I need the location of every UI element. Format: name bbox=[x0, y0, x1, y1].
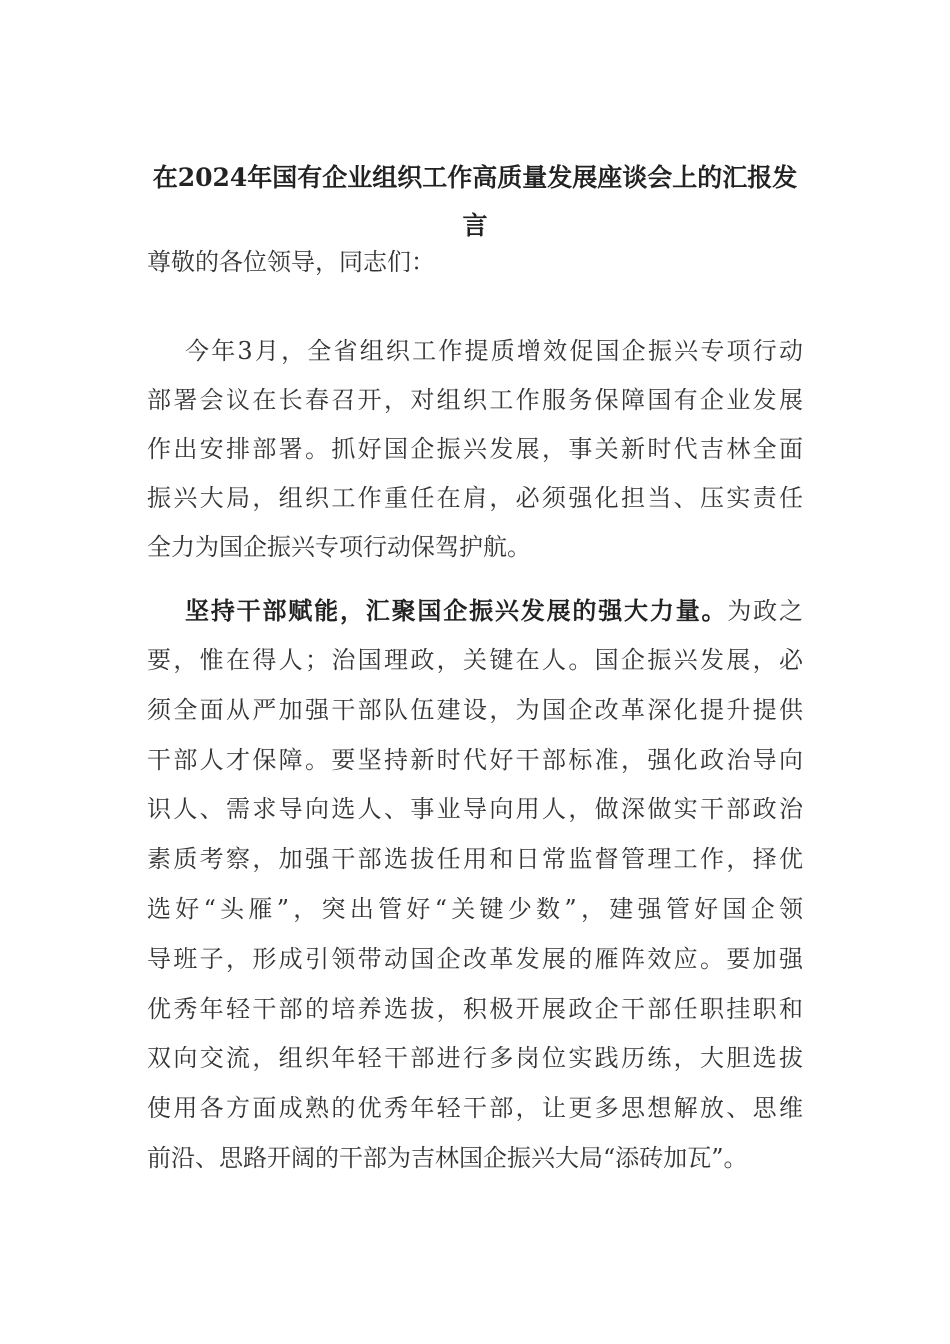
salutation: 尊敬的各位领导，同志们： bbox=[147, 248, 435, 276]
paragraph-line: 今年3月，全省组织工作提质增效促国企振兴专项行动 bbox=[185, 337, 803, 365]
paragraph-line: 双向交流，组织年轻干部进行多岗位实践历练，大胆选拔 bbox=[147, 1044, 803, 1073]
paragraph-line: 干部人才保障。要坚持新时代好干部标准，强化政治导向 bbox=[147, 745, 803, 774]
paragraph-line: 须全面从严加强干部队伍建设，为国企改革深化提升提供 bbox=[147, 695, 803, 724]
paragraph-line: 振兴大局，组织工作重任在肩，必须强化担当、压实责任 bbox=[147, 484, 803, 512]
paragraph-2-first-line bbox=[147, 596, 803, 626]
paragraph-line: 导班子，形成引领带动国企改革发展的雁阵效应。要加强 bbox=[147, 944, 803, 973]
paragraph-2-heading: 坚持干部赋能，汇聚国企振兴发展的强大力量。 bbox=[185, 596, 728, 625]
paragraph-2-first-line-rest: 为政之 bbox=[727, 597, 804, 625]
paragraph-line: 部署会议在长春召开，对组织工作服务保障国有企业发展 bbox=[147, 386, 803, 414]
paragraph-line: 识人、需求导向选人、事业导向用人，做深做实干部政治 bbox=[147, 795, 803, 824]
paragraph-line: 作出安排部署。抓好国企振兴发展，事关新时代吉林全面 bbox=[147, 435, 803, 463]
paragraph-line: 要，惟在得人；治国理政，关键在人。国企振兴发展，必 bbox=[147, 646, 803, 674]
document-title-line-2: 言 bbox=[462, 211, 488, 240]
paragraph-line: 全力为国企振兴专项行动保驾护航。 bbox=[147, 533, 531, 561]
paragraph-line: 前沿、思路开阔的干部为吉林国企振兴大局“添砖加瓦”。 bbox=[147, 1144, 748, 1172]
paragraph-line: 选好“头雁”，突出管好“关键少数”，建强管好国企领 bbox=[147, 895, 803, 923]
document-title-line-1: 在2024年国有企业组织工作高质量发展座谈会上的汇报发 bbox=[152, 163, 798, 192]
paragraph-line: 素质考察，加强干部选拔任用和日常监督管理工作，择优 bbox=[147, 845, 803, 874]
paragraph-line: 使用各方面成熟的优秀年轻干部，让更多思想解放、思维 bbox=[147, 1094, 803, 1123]
paragraph-line: 优秀年轻干部的培养选拔，积极开展政企干部任职挂职和 bbox=[147, 994, 803, 1023]
